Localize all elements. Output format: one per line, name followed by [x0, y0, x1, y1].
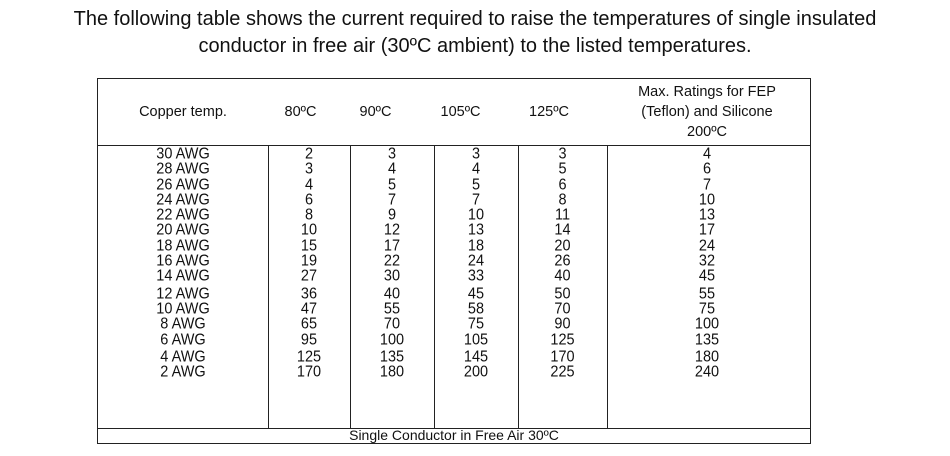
table-footer: Single Conductor in Free Air 30ºC [349, 427, 559, 443]
cell-90c: 17 [383, 237, 401, 255]
intro-line-1: The following table shows the current required to raise the temperatures of single insulated [73, 8, 877, 30]
cell-wire-size: 24 AWG [156, 191, 210, 209]
cell-200c: 55 [698, 284, 716, 303]
cell-105c: 24 [467, 252, 485, 270]
cell-80c: 19 [300, 252, 318, 270]
cell-125c: 11 [554, 206, 571, 224]
cell-200c: 100 [694, 315, 720, 333]
cell-80c: 65 [300, 315, 318, 333]
cell-wire-size: 28 AWG [156, 160, 210, 178]
cell-125c: 70 [554, 300, 571, 318]
cell-90c: 4 [387, 160, 397, 178]
header-copper-temp: Copper temp. [139, 104, 227, 120]
table-body [98, 147, 810, 380]
header-max-line-1: Max. Ratings for FEP [638, 84, 776, 100]
cell-105c: 58 [467, 300, 485, 318]
cell-wire-size: 14 AWG [156, 267, 210, 285]
intro-line-2: conductor in free air (30ºC ambient) to the listed temperatures. [198, 35, 752, 57]
cell-125c: 26 [554, 252, 571, 270]
cell-200c: 135 [694, 330, 720, 349]
header-125c: 125ºC [529, 104, 569, 120]
cell-wire-size: 10 AWG [156, 300, 210, 318]
cell-200c: 4 [702, 145, 712, 163]
cell-90c: 100 [379, 330, 405, 349]
cell-125c: 14 [554, 221, 571, 240]
cell-105c: 18 [467, 237, 485, 255]
cell-125c: 50 [554, 284, 571, 303]
cell-80c: 27 [300, 267, 318, 285]
cell-wire-size: 26 AWG [156, 175, 210, 194]
cell-105c: 105 [463, 330, 489, 349]
cell-wire-size: 16 AWG [156, 252, 210, 270]
cell-wire-size: 18 AWG [156, 237, 210, 255]
table-header [98, 79, 810, 145]
cell-105c: 13 [467, 221, 485, 240]
cell-80c: 3 [304, 160, 314, 178]
cell-125c: 20 [554, 237, 571, 255]
cell-90c: 55 [383, 300, 401, 318]
table-row [98, 269, 810, 284]
cell-wire-size: 6 AWG [160, 330, 206, 349]
header-max-line-2: (Teflon) and Silicone [641, 104, 773, 120]
cell-90c: 7 [387, 191, 397, 209]
header-max-line-3: 200ºC [687, 124, 727, 140]
cell-105c: 7 [471, 191, 481, 209]
cell-90c: 30 [383, 267, 401, 285]
cell-125c: 225 [550, 363, 575, 381]
table-row [98, 365, 810, 380]
cell-80c: 95 [300, 330, 318, 349]
cell-80c: 10 [300, 221, 318, 240]
cell-200c: 13 [698, 206, 716, 224]
cell-200c: 17 [698, 221, 716, 240]
cell-90c: 12 [383, 221, 401, 240]
cell-200c: 240 [694, 363, 720, 381]
cell-90c: 40 [383, 284, 401, 303]
cell-200c: 180 [694, 348, 720, 366]
cell-80c: 4 [304, 175, 314, 194]
cell-90c: 180 [379, 363, 405, 381]
cell-90c: 22 [383, 252, 401, 270]
cell-105c: 33 [467, 267, 485, 285]
cell-105c: 45 [467, 284, 485, 303]
cell-80c: 36 [300, 284, 318, 303]
cell-200c: 6 [702, 160, 712, 178]
cell-80c: 170 [296, 363, 322, 381]
cell-90c: 3 [387, 145, 397, 163]
cell-125c: 170 [550, 348, 575, 366]
cell-105c: 10 [467, 206, 485, 224]
cell-200c: 45 [698, 267, 716, 285]
cell-125c: 3 [558, 145, 567, 163]
cell-125c: 6 [558, 175, 567, 194]
cell-90c: 5 [387, 175, 397, 194]
cell-200c: 24 [698, 237, 716, 255]
cell-90c: 70 [383, 315, 401, 333]
cell-105c: 145 [463, 348, 489, 366]
header-max-ratings [607, 79, 807, 145]
cell-105c: 5 [471, 175, 481, 194]
cell-125c: 90 [554, 315, 571, 333]
table-row [98, 162, 810, 177]
cell-200c: 7 [702, 175, 712, 194]
ampacity-table [97, 78, 811, 444]
cell-200c: 10 [698, 191, 716, 209]
cell-80c: 6 [304, 191, 314, 209]
header-90c: 90ºC [359, 104, 392, 120]
cell-125c: 5 [558, 160, 567, 178]
cell-105c: 200 [463, 363, 489, 381]
cell-wire-size: 12 AWG [156, 284, 210, 303]
cell-wire-size: 4 AWG [160, 348, 206, 366]
cell-80c: 125 [296, 348, 322, 366]
cell-wire-size: 22 AWG [156, 206, 210, 224]
cell-80c: 2 [304, 145, 314, 163]
cell-80c: 47 [300, 300, 318, 318]
intro-text [0, 6, 950, 60]
cell-80c: 15 [300, 237, 318, 255]
cell-200c: 32 [698, 252, 716, 270]
cell-90c: 135 [379, 348, 405, 366]
cell-200c: 75 [698, 300, 716, 318]
header-105c: 105ºC [440, 104, 481, 120]
cell-105c: 4 [471, 160, 481, 178]
cell-wire-size: 20 AWG [156, 221, 210, 240]
cell-105c: 75 [467, 315, 485, 333]
cell-wire-size: 2 AWG [160, 363, 206, 381]
cell-105c: 3 [471, 145, 481, 163]
table-row [98, 317, 810, 332]
cell-wire-size: 8 AWG [160, 315, 206, 333]
cell-125c: 125 [550, 330, 575, 349]
table-row [98, 330, 810, 349]
cell-125c: 8 [558, 191, 567, 209]
header-80c: 80ºC [284, 104, 317, 120]
cell-80c: 8 [304, 206, 314, 224]
cell-125c: 40 [554, 267, 571, 285]
cell-wire-size: 30 AWG [156, 145, 210, 163]
cell-90c: 9 [387, 206, 397, 224]
